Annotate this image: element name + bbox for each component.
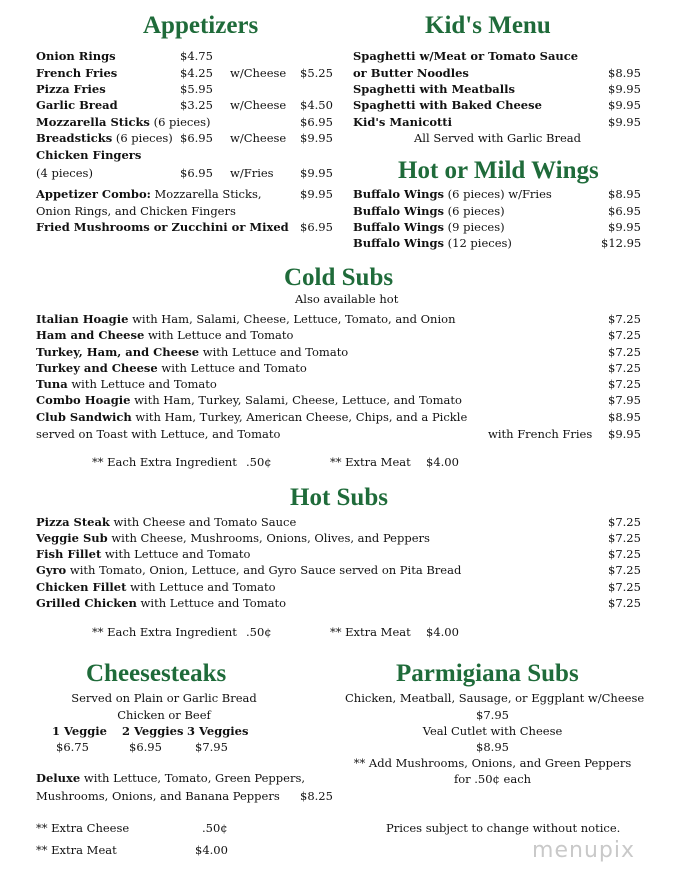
- club-line2: served on Toast with Lettuce, and Tomato: [36, 427, 281, 441]
- cold-sub-item: [36, 328, 293, 342]
- deluxe-name: Deluxe: [36, 771, 81, 785]
- kids-manicotti-name: Kid's Manicotti: [353, 115, 452, 129]
- french-fries-name: French Fries: [36, 66, 118, 80]
- parm-add2: for .50¢ each: [453, 772, 532, 786]
- breadsticks-line: [36, 131, 173, 145]
- hot-subs-title: Hot Subs: [290, 484, 388, 511]
- deluxe-desc2: Mushrooms, Onions, and Banana Peppers: [36, 789, 280, 803]
- deluxe-desc1: with Lettuce, Tomato, Green Peppers,: [80, 771, 305, 785]
- cold-sub-name: Combo Hoagie: [36, 393, 131, 407]
- hot-sub-name: Grilled Chicken: [36, 596, 137, 610]
- cheesesteak-extra-meat: ** Extra Meat: [36, 843, 117, 857]
- french-fries-price: $4.25: [180, 66, 213, 80]
- cold-sub-item: [36, 312, 455, 326]
- garlic-bread-w: w/Cheese: [230, 98, 287, 112]
- cold-sub-price: $7.25: [608, 328, 641, 342]
- hot-sub-price: $7.25: [608, 531, 641, 545]
- fried-name: Fried Mushrooms or Zucchini or Mixed: [36, 220, 289, 234]
- parm-price2: $8.95: [476, 740, 509, 754]
- cold-sub-item: [36, 377, 217, 391]
- hot-sub-price: $7.25: [608, 596, 641, 610]
- onion-rings-name: Onion Rings: [36, 49, 116, 63]
- garlic-bread-wprice: $4.50: [300, 98, 333, 112]
- cold-sub-price: $7.25: [608, 377, 641, 391]
- mozz-sticks-line: [36, 115, 211, 129]
- breadsticks-w: w/Cheese: [230, 131, 287, 145]
- cold-extra-meat: ** Extra Meat: [330, 455, 411, 469]
- hot-sub-item: [36, 531, 430, 545]
- cold-sub-name: Turkey, Ham, and Cheese: [36, 345, 200, 359]
- hot-sub-item: [36, 547, 250, 561]
- cold-sub-price: $7.95: [608, 393, 641, 407]
- hot-sub-desc: with Tomato, Onion, Lettuce, and Gyro Sauce served on Pita Bread: [66, 563, 462, 577]
- kids-meatballs-price: $9.95: [608, 82, 641, 96]
- french-fries-w: w/Cheese: [230, 66, 287, 80]
- veg1-price: $6.75: [56, 740, 89, 754]
- cheesesteaks-line1: Served on Plain or Garlic Bread: [71, 691, 257, 705]
- veg3-label: 3 Veggies: [187, 724, 249, 738]
- cold-sub-name: Ham and Cheese: [36, 328, 145, 342]
- cold-sub-desc: with Lettuce and Tomato: [144, 328, 294, 342]
- veg2-price: $6.95: [129, 740, 162, 754]
- fried-price: $6.95: [300, 220, 333, 234]
- parmigiana-title: Parmigiana Subs: [396, 660, 579, 687]
- hot-sub-desc: with Lettuce and Tomato: [126, 580, 276, 594]
- hot-sub-item: [36, 515, 296, 529]
- cold-sub-desc: with Ham, Turkey, American Cheese, Chips, and a Pickle: [131, 410, 468, 424]
- breadsticks-desc: (6 pieces): [112, 131, 173, 145]
- cold-sub-name: Turkey and Cheese: [36, 361, 158, 375]
- wings-item-price: $9.95: [608, 220, 641, 234]
- cold-sub-name: Italian Hoagie: [36, 312, 129, 326]
- cold-sub-item: [36, 410, 467, 424]
- kids-baked-price: $9.95: [608, 98, 641, 112]
- hot-extra-meat: ** Extra Meat: [330, 625, 411, 639]
- pizza-fries-price: $5.95: [180, 82, 213, 96]
- kids-meatballs-name: Spaghetti with Meatballs: [353, 82, 515, 96]
- cold-subs-title: Cold Subs: [284, 264, 394, 291]
- appetizers-title: Appetizers: [143, 12, 259, 39]
- hot-extra-ingredient: ** Each Extra Ingredient: [92, 625, 237, 639]
- wings-item-price: $6.95: [608, 204, 641, 218]
- mozz-sticks-desc: (6 pieces): [149, 115, 211, 129]
- hot-sub-desc: with Cheese, Mushrooms, Onions, Olives, and Peppers: [107, 531, 430, 545]
- wings-item-name: Buffalo Wings: [353, 204, 444, 218]
- cold-sub-price: $7.25: [608, 345, 641, 359]
- club-fries-price: $9.95: [608, 427, 641, 441]
- cold-sub-price: $7.25: [608, 312, 641, 326]
- hot-sub-name: Pizza Steak: [36, 515, 110, 529]
- breadsticks-name: Breadsticks: [36, 131, 113, 145]
- hot-extra-ingredient-price: .50¢: [246, 625, 272, 639]
- wings-item-desc: (6 pieces): [443, 204, 505, 218]
- pizza-fries-name: Pizza Fries: [36, 82, 106, 96]
- kids-manicotti-price: $9.95: [608, 115, 641, 129]
- wings-item-name: Buffalo Wings: [353, 187, 444, 201]
- breadsticks-wprice: $9.95: [300, 131, 333, 145]
- cold-sub-price: $7.25: [608, 361, 641, 375]
- hot-sub-price: $7.25: [608, 580, 641, 594]
- wings-item: [353, 204, 505, 218]
- combo-name: Appetizer Combo:: [36, 187, 151, 201]
- cold-sub-desc: with Lettuce and Tomato: [157, 361, 307, 375]
- chicken-fingers-price: $6.95: [180, 166, 213, 180]
- club-fries: with French Fries: [488, 427, 593, 441]
- cold-sub-name: Tuna: [36, 377, 68, 391]
- wings-item: [353, 220, 505, 234]
- kids-note: All Served with Garlic Bread: [414, 131, 581, 145]
- parm-price1: $7.95: [476, 708, 509, 722]
- hot-sub-price: $7.25: [608, 547, 641, 561]
- wings-item-desc: (9 pieces): [443, 220, 505, 234]
- parm-line1: Chicken, Meatball, Sausage, or Eggplant w/Cheese: [345, 691, 645, 705]
- hot-sub-desc: with Cheese and Tomato Sauce: [109, 515, 297, 529]
- hot-extra-meat-price: $4.00: [426, 625, 459, 639]
- menupix-watermark: menupix: [532, 838, 635, 863]
- breadsticks-price: $6.95: [180, 131, 213, 145]
- wings-item-price: $8.95: [608, 187, 641, 201]
- cold-sub-item: [36, 361, 307, 375]
- extra-cheese: ** Extra Cheese: [36, 821, 130, 835]
- extra-cheese-price: .50¢: [202, 821, 228, 835]
- deluxe-line1: [36, 771, 305, 785]
- cold-subs-subtitle: Also available hot: [295, 292, 399, 306]
- hot-sub-name: Fish Fillet: [36, 547, 102, 561]
- cheesesteak-extra-meat-price: $4.00: [195, 843, 228, 857]
- combo-line1: [36, 187, 262, 201]
- veg2-label: 2 Veggies: [122, 724, 184, 738]
- cold-sub-price: $8.95: [608, 410, 641, 424]
- wings-item-desc: (6 pieces) w/Fries: [443, 187, 552, 201]
- parm-add1: ** Add Mushrooms, Onions, and Green Peppers: [353, 756, 632, 770]
- cold-sub-item: [36, 345, 348, 359]
- hot-sub-item: [36, 563, 461, 577]
- veg1-label: 1 Veggie: [52, 724, 107, 738]
- wings-item-name: Buffalo Wings: [353, 236, 444, 250]
- cold-extra-meat-price: $4.00: [426, 455, 459, 469]
- cold-sub-desc: with Ham, Salami, Cheese, Lettuce, Tomato, and Onion: [128, 312, 456, 326]
- hot-sub-price: $7.25: [608, 563, 641, 577]
- wings-item-price: $12.95: [601, 236, 642, 250]
- cheesesteaks-line2: Chicken or Beef: [117, 708, 211, 722]
- kids-spaghetti-line1: Spaghetti w/Meat or Tomato Sauce: [353, 49, 579, 63]
- cold-sub-desc: with Lettuce and Tomato: [67, 377, 217, 391]
- chicken-fingers-w: w/Fries: [230, 166, 274, 180]
- kids-spaghetti-price: $8.95: [608, 66, 641, 80]
- wings-item-desc: (12 pieces): [443, 236, 512, 250]
- mozz-sticks-price: $6.95: [300, 115, 333, 129]
- deluxe-price: $8.25: [300, 789, 333, 803]
- hot-sub-name: Veggie Sub: [36, 531, 108, 545]
- hot-sub-desc: with Lettuce and Tomato: [136, 596, 287, 610]
- hot-sub-name: Chicken Fillet: [36, 580, 127, 594]
- combo-desc1: Mozzarella Sticks,: [150, 187, 262, 201]
- cold-extra-ingredient: ** Each Extra Ingredient: [92, 455, 237, 469]
- veg3-price: $7.95: [195, 740, 228, 754]
- cold-extra-ingredient-price: .50¢: [246, 455, 272, 469]
- cold-sub-name: Club Sandwich: [36, 410, 132, 424]
- combo-price: $9.95: [300, 187, 333, 201]
- garlic-bread-name: Garlic Bread: [36, 98, 118, 112]
- kids-title: Kid's Menu: [425, 12, 551, 39]
- hot-sub-name: Gyro: [36, 563, 67, 577]
- cheesesteaks-title: Cheesesteaks: [86, 660, 227, 687]
- wings-item-name: Buffalo Wings: [353, 220, 444, 234]
- chicken-fingers-desc: (4 pieces): [36, 166, 93, 180]
- cold-sub-item: [36, 393, 462, 407]
- parm-line2: Veal Cutlet with Cheese: [422, 724, 563, 738]
- combo-desc2: Onion Rings, and Chicken Fingers: [36, 204, 236, 218]
- kids-spaghetti-line2: or Butter Noodles: [353, 66, 469, 80]
- cold-sub-desc: with Ham, Turkey, Salami, Cheese, Lettuce, and Tomato: [130, 393, 462, 407]
- mozz-sticks-name: Mozzarella Sticks: [36, 115, 150, 129]
- cold-sub-desc: with Lettuce and Tomato: [199, 345, 349, 359]
- garlic-bread-price: $3.25: [180, 98, 213, 112]
- hot-sub-price: $7.25: [608, 515, 641, 529]
- wings-title: Hot or Mild Wings: [398, 157, 599, 184]
- onion-rings-price: $4.75: [180, 49, 213, 63]
- hot-sub-item: [36, 580, 276, 594]
- hot-sub-desc: with Lettuce and Tomato: [101, 547, 251, 561]
- kids-baked-name: Spaghetti with Baked Cheese: [353, 98, 542, 112]
- chicken-fingers-name: Chicken Fingers: [36, 148, 142, 162]
- hot-sub-item: [36, 596, 286, 610]
- chicken-fingers-wprice: $9.95: [300, 166, 333, 180]
- french-fries-wprice: $5.25: [300, 66, 333, 80]
- wings-item: [353, 187, 552, 201]
- wings-item: [353, 236, 512, 250]
- price-notice: Prices subject to change without notice.: [386, 821, 621, 835]
